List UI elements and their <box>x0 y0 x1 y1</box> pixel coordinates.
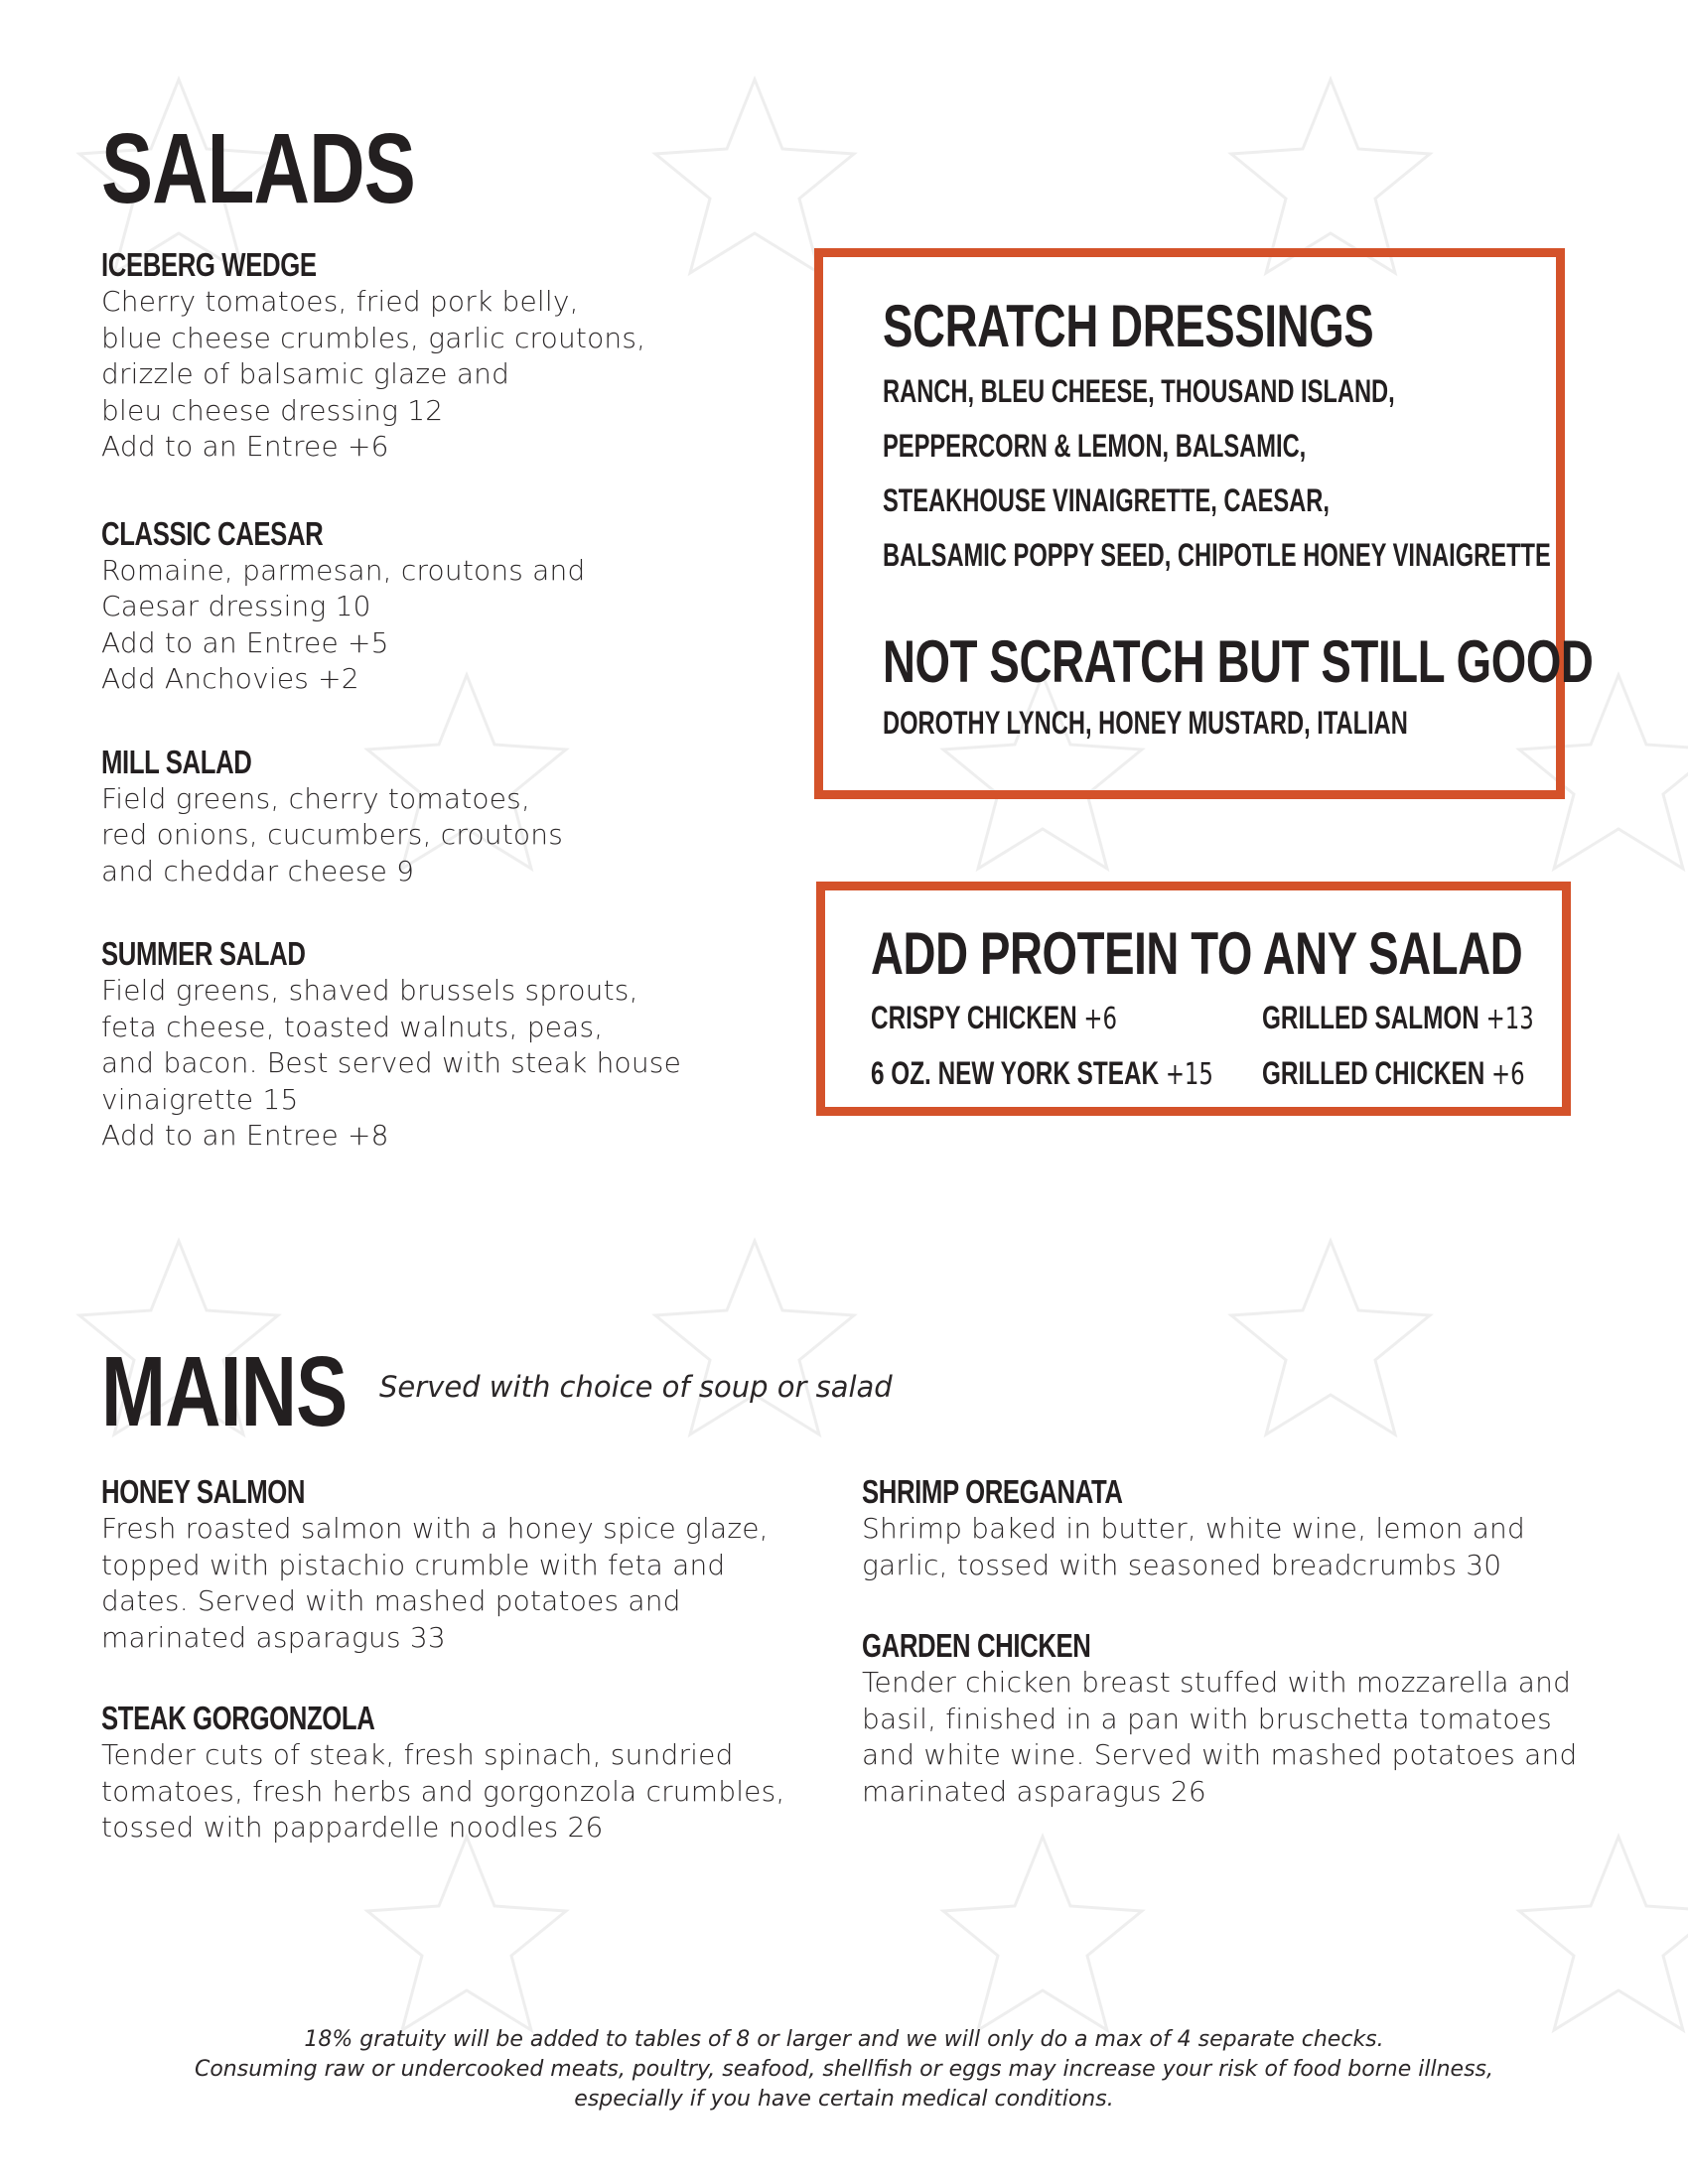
dressings-title: SCRATCH DRESSINGS <box>883 293 1374 359</box>
footer-line: 18% gratuity will be added to tables of 8 or larger and we will only do a max of 4 separate checks. <box>304 2027 1384 2052</box>
item-name: HONEY SALMON <box>101 1473 306 1510</box>
protein-item <box>871 1000 1117 1036</box>
mains-left-column <box>101 1473 785 1890</box>
dressings-list <box>883 364 1556 583</box>
item-description: bleu cheese dressing 12 <box>101 393 444 427</box>
menu-item <box>101 515 681 698</box>
item-description: drizzle of balsamic glaze and <box>101 357 510 390</box>
protein-item <box>1262 1055 1525 1092</box>
menu-item <box>101 935 681 1155</box>
protein-price: +15 <box>1165 1057 1213 1092</box>
salads-section <box>101 113 682 1200</box>
protein-title: ADD PROTEIN TO ANY SALAD <box>871 920 1523 987</box>
item-name: GARDEN CHICKEN <box>862 1627 1091 1664</box>
item-description: Add to an Entree +6 <box>101 430 389 463</box>
item-description: blue cheese crumbles, garlic croutons, <box>101 321 646 354</box>
item-description: Fresh roasted salmon with a honey spice glaze, <box>101 1512 769 1545</box>
menu-item <box>101 744 681 890</box>
item-description: feta cheese, toasted walnuts, peas, <box>101 1010 604 1043</box>
dressing-line: RANCH, BLEU CHEESE, THOUSAND ISLAND, <box>883 373 1395 409</box>
item-description: Add to an Entree +8 <box>101 1119 389 1152</box>
protein-name: CRISPY CHICKEN <box>871 1000 1077 1035</box>
mains-heading: MAINS <box>101 1336 348 1447</box>
item-description: Add Anchovies +2 <box>101 662 359 695</box>
item-description: Add to an Entree +5 <box>101 625 389 659</box>
item-description: topped with pistachio crumble with feta and <box>101 1548 726 1581</box>
protein-item <box>1262 1000 1534 1036</box>
not-scratch-list <box>883 696 1556 751</box>
item-description: tossed with pappardelle noodles 26 <box>101 1811 604 1843</box>
protein-name: GRILLED CHICKEN <box>1262 1055 1485 1091</box>
dressings-box <box>814 248 1594 799</box>
menu-item <box>862 1627 1577 1810</box>
item-description: Field greens, cherry tomatoes, <box>101 781 531 815</box>
dressing-line: DOROTHY LYNCH, HONEY MUSTARD, ITALIAN <box>883 705 1408 741</box>
salads-list <box>101 246 681 1155</box>
protein-name: GRILLED SALMON <box>1262 1000 1479 1035</box>
fork-star-icon <box>1519 1837 1688 2030</box>
mains-subtitle: Served with choice of soup or salad <box>379 1370 893 1404</box>
item-description: and white wine. Served with mashed potatoes and <box>862 1738 1578 1771</box>
menu-item <box>101 1473 785 1656</box>
protein-price: +6 <box>1083 1002 1118 1036</box>
dressing-line: STEAKHOUSE VINAIGRETTE, CAESAR, <box>883 482 1330 518</box>
item-description: tomatoes, fresh herbs and gorgonzola crumbles, <box>101 1774 785 1808</box>
fork-star-icon <box>655 1241 854 1434</box>
item-name: CLASSIC CAESAR <box>101 514 324 552</box>
fork-star-icon <box>943 1837 1142 2030</box>
menu-item <box>101 246 681 466</box>
item-description: marinated asparagus 26 <box>862 1774 1206 1808</box>
item-name: ICEBERG WEDGE <box>101 246 317 283</box>
item-description: Shrimp baked in butter, white wine, lemon and <box>862 1512 1525 1545</box>
dressing-line: PEPPERCORN & LEMON, BALSAMIC, <box>883 428 1307 464</box>
fork-star-icon <box>1231 79 1430 273</box>
item-description: Tender chicken breast stuffed with mozzarella and <box>862 1666 1572 1699</box>
item-description: and bacon. Best served with steak house <box>101 1046 682 1079</box>
item-description: Caesar dressing 10 <box>101 590 371 622</box>
item-name: SHRIMP OREGANATA <box>862 1473 1123 1510</box>
fork-star-icon <box>655 79 854 273</box>
item-description: garlic, tossed with seasoned breadcrumbs 30 <box>862 1548 1502 1581</box>
item-description: vinaigrette 15 <box>101 1082 299 1116</box>
protein-price: +13 <box>1485 1002 1534 1036</box>
item-description: marinated asparagus 33 <box>101 1620 446 1654</box>
not-scratch-title: NOT SCRATCH BUT STILL GOOD <box>883 628 1594 695</box>
item-description: Romaine, parmesan, croutons and <box>101 553 586 587</box>
item-name: STEAK GORGONZOLA <box>101 1700 375 1736</box>
menu-item <box>101 1700 785 1846</box>
protein-price: +6 <box>1491 1057 1525 1092</box>
mains-header <box>101 1336 416 1447</box>
dressing-line: BALSAMIC POPPY SEED, CHIPOTLE HONEY VINAIGRETTE <box>883 537 1551 573</box>
footer-line: especially if you have certain medical conditions. <box>574 2087 1114 2112</box>
mains-right-column <box>862 1473 1577 1853</box>
footer-notes <box>0 2025 1688 2115</box>
item-description: and cheddar cheese 9 <box>101 854 415 887</box>
item-description: basil, finished in a pan with bruschetta tomatoes <box>862 1702 1552 1735</box>
item-description: dates. Served with mashed potatoes and <box>101 1584 681 1617</box>
protein-item <box>871 1055 1213 1092</box>
protein-box <box>816 882 1571 1116</box>
footer-line: Consuming raw or undercooked meats, poultry, seafood, shellfish or eggs may increase your risk of food borne illness, <box>194 2057 1493 2082</box>
item-name: MILL SALAD <box>101 743 252 780</box>
item-name: SUMMER SALAD <box>101 935 306 972</box>
item-description: Field greens, shaved brussels sprouts, <box>101 974 638 1007</box>
protein-name: 6 OZ. NEW YORK STEAK <box>871 1055 1160 1091</box>
item-description: red onions, cucumbers, croutons <box>101 818 563 851</box>
item-description: Tender cuts of steak, fresh spinach, sundried <box>101 1738 734 1771</box>
salads-heading: SALADS <box>101 113 416 224</box>
fork-star-icon <box>1231 1241 1430 1434</box>
menu-item <box>862 1473 1577 1583</box>
item-description: Cherry tomatoes, fried pork belly, <box>101 285 579 318</box>
